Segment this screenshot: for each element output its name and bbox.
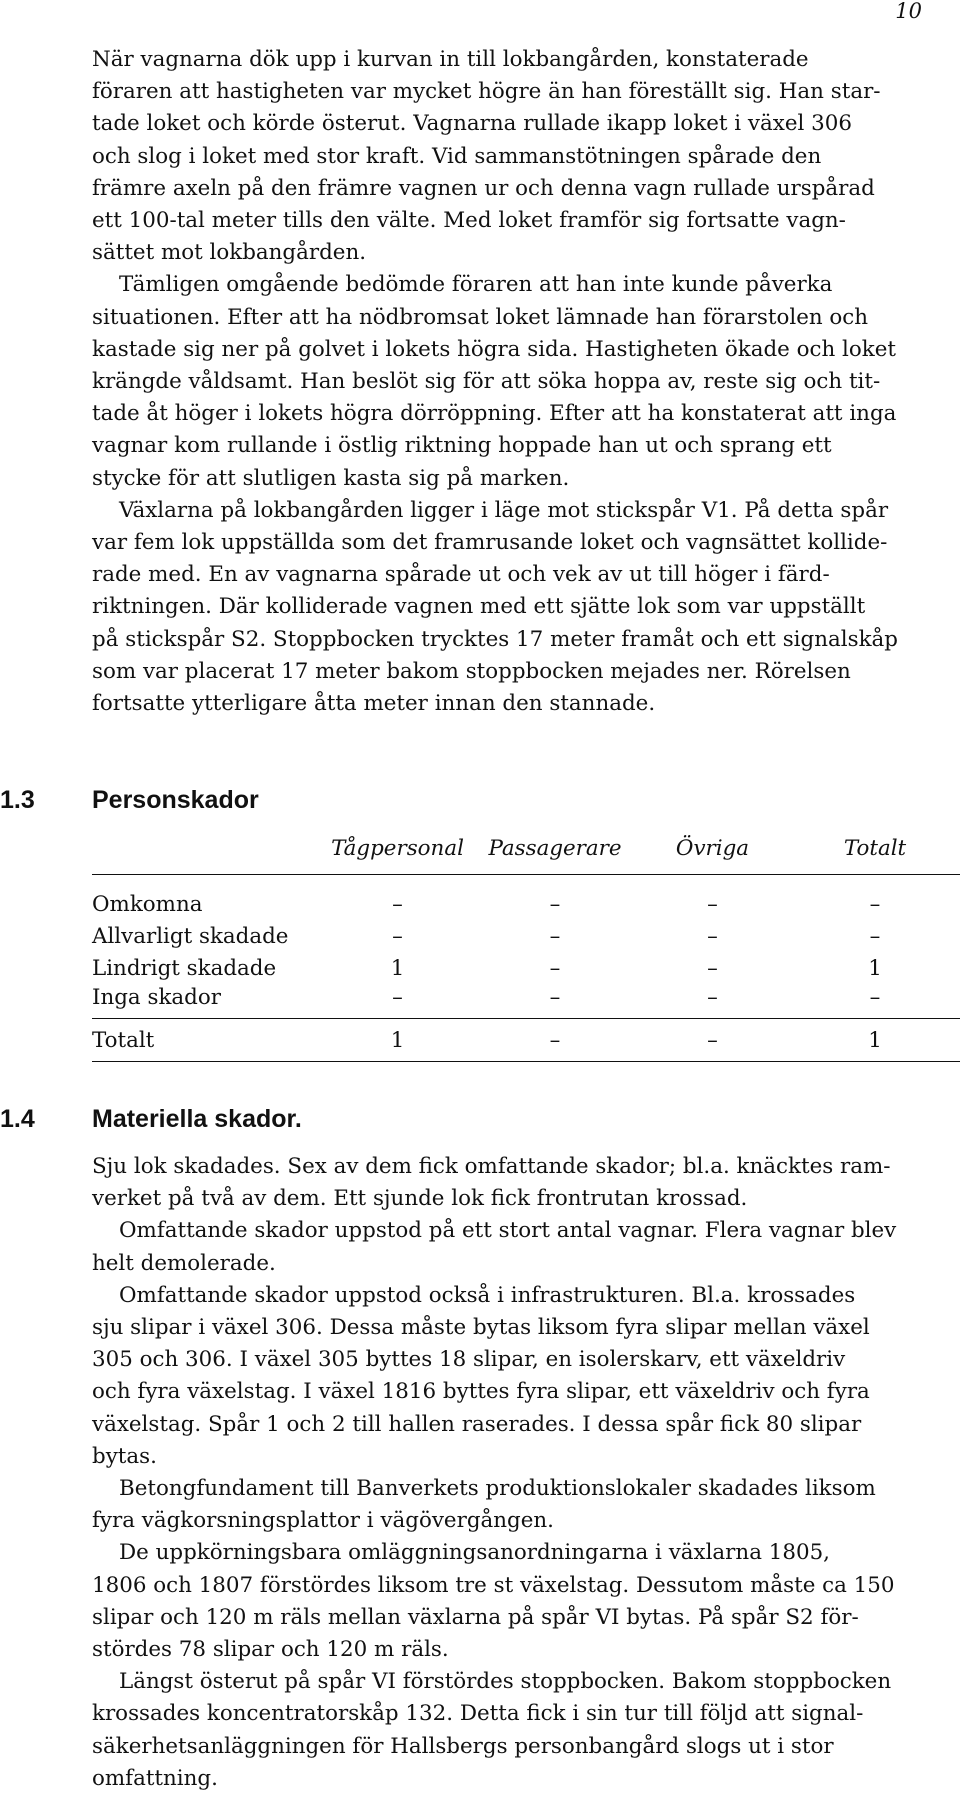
text-line: rade med. En av vagnarna spårade ut och vek av ut till höger i färd-: [92, 562, 830, 588]
table-cell: –: [392, 924, 403, 949]
injury-table: [92, 822, 960, 1062]
table-cell: –: [475, 1019, 635, 1062]
text-line: fyra vägkorsningsplattor i vägövergången.: [92, 1508, 554, 1534]
text-line: Sju lok skadades. Sex av dem fick omfattande skador; bl.a. knäcktes ram-: [92, 1154, 891, 1179]
table-cell: –: [635, 1019, 790, 1062]
text-line: krossades koncentratorskåp 132. Detta fick i sin tur till följd att signal-: [92, 1701, 864, 1727]
text-line: situationen. Efter att ha nödbromsat loket lämnade han förarstolen och: [92, 304, 869, 330]
table-row: [92, 921, 960, 953]
section-title: Personskador: [92, 786, 259, 814]
page-number: 10: [895, 0, 922, 23]
text-line: föraren att hastigheten var mycket högre än han föreställt sig. Han star-: [92, 79, 881, 105]
text-line: helt demolerade.: [92, 1250, 276, 1276]
table-header-empty: [92, 822, 320, 875]
row-label: Allvarligt skadade: [92, 924, 289, 949]
table-header-cell: Övriga: [635, 822, 790, 875]
row-label: Totalt: [92, 1019, 320, 1062]
table-cell: –: [707, 891, 718, 917]
section-number: 1.4: [0, 1105, 35, 1133]
text-line: tade loket och körde österut. Vagnarna rullade ikapp loket i växel 306: [92, 111, 852, 137]
table-cell: 1: [320, 1019, 475, 1062]
text-line: tade åt höger i lokets högra dörröppning. Efter att ha konstaterat att inga: [92, 401, 897, 427]
table-cell: 1: [868, 956, 882, 981]
text-line: växelstag. Spår 1 och 2 till hallen raserades. I dessa spår fick 80 slipar: [92, 1411, 862, 1437]
text-line: Omfattande skador uppstod på ett stort antal vagnar. Flera vagnar blev: [119, 1218, 897, 1244]
accident-narrative: [92, 44, 934, 720]
table-row: [92, 875, 960, 921]
text-line: ett 100-tal meter tills den välte. Med loket framför sig fortsatte vagn-: [92, 208, 846, 234]
text-line: När vagnarna dök upp i kurvan in till lokbangården, konstaterade: [92, 47, 809, 72]
text-line: Tämligen omgående bedömde föraren att han inte kunde påverka: [119, 272, 833, 298]
text-line: Växlarna på lokbangården ligger i läge mot stickspår V1. På detta spår: [119, 497, 889, 523]
text-line: 305 och 306. I växel 305 byttes 18 slipar, en isolerskarv, ett växeldriv: [92, 1347, 846, 1373]
section-number: 1.3: [0, 786, 35, 814]
table-header-row: [92, 822, 960, 875]
text-line: och fyra växelstag. I växel 1816 byttes fyra slipar, ett växeldriv och fyra: [92, 1379, 870, 1405]
table-header-cell: Passagerare: [475, 822, 635, 875]
text-line: och slog i loket med stor kraft. Vid sammanstötningen spårade den: [92, 143, 822, 169]
table-cell: –: [549, 984, 561, 1010]
text-line: sju slipar i växel 306. Dessa måste bytas liksom fyra slipar mellan växel: [92, 1315, 870, 1341]
table-cell: –: [392, 984, 403, 1010]
text-line: var fem lok uppställda som det framrusande loket och vagnsättet kollide-: [92, 530, 888, 556]
table-cell: –: [707, 984, 718, 1010]
table-header-cell: Tågpersonal: [320, 822, 475, 875]
text-line: stördes 78 slipar och 120 m räls.: [92, 1637, 449, 1663]
table-cell: 1: [790, 1019, 960, 1062]
text-line: omfattning.: [92, 1765, 218, 1791]
text-line: Betongfundament till Banverkets produktionslokaler skadades liksom: [119, 1476, 876, 1502]
table-row: [92, 985, 960, 1019]
table-cell: –: [707, 924, 718, 949]
table-cell: –: [707, 956, 718, 981]
table-cell: 1: [390, 956, 405, 981]
row-label: Lindrigt skadade: [92, 956, 277, 981]
table-row: [92, 953, 960, 985]
table-cell: –: [869, 891, 881, 917]
table-header-cell: Totalt: [790, 822, 960, 875]
text-line: som var placerat 17 meter bakom stoppbocken mejades ner. Rörelsen: [92, 658, 851, 684]
table-cell: –: [392, 891, 403, 917]
text-line: på stickspår S2. Stoppbocken trycktes 17 meter framåt och ett signalskåp: [92, 626, 898, 652]
text-line: kastade sig ner på golvet i lokets högra sida. Hastigheten ökade och loket: [92, 336, 896, 362]
material-damage-text: [92, 1151, 934, 1795]
text-line: verket på två av dem. Ett sjunde lok fick frontrutan krossad.: [92, 1186, 748, 1212]
text-line: Omfattande skador uppstod också i infrastrukturen. Bl.a. krossades: [119, 1282, 856, 1308]
text-line: riktningen. Där kolliderade vagnen med ett sjätte lok som var uppställt: [92, 594, 866, 620]
text-line: stycke för att slutligen kasta sig på marken.: [92, 465, 570, 491]
text-line: 1806 och 1807 förstördes liksom tre st växelstag. Dessutom måste ca 150: [92, 1572, 895, 1598]
text-line: sättet mot lokbangården.: [92, 240, 367, 266]
table-cell: –: [869, 984, 881, 1010]
text-line: krängde våldsamt. Han beslöt sig för att söka hoppa av, reste sig och tit-: [92, 369, 881, 395]
text-line: De uppkörningsbara omläggningsanordningarna i växlarna 1805,: [119, 1540, 830, 1566]
table-total-row: [92, 1019, 960, 1062]
row-label: Omkomna: [92, 891, 203, 917]
text-line: Längst österut på spår VI förstördes stoppbocken. Bakom stoppbocken: [119, 1669, 892, 1695]
table-cell: –: [869, 924, 881, 949]
text-line: vagnar kom rullande i östlig riktning hoppade han ut och sprang ett: [92, 433, 832, 459]
section-title: Materiella skador.: [92, 1105, 302, 1133]
text-line: slipar och 120 m räls mellan växlarna på spår VI bytas. På spår S2 för-: [92, 1604, 859, 1630]
text-line: fortsatte ytterligare åtta meter innan den stannade.: [92, 691, 656, 717]
text-line: främre axeln på den främre vagnen ur och denna vagn rullade urspårad: [92, 175, 875, 201]
text-line: bytas.: [92, 1443, 157, 1469]
row-label: Inga skador: [92, 984, 221, 1010]
table-cell: –: [549, 891, 561, 917]
table-cell: –: [549, 956, 561, 981]
text-line: säkerhetsanläggningen för Hallsbergs personbangård slogs ut i stor: [92, 1733, 834, 1759]
table-cell: –: [549, 924, 561, 949]
